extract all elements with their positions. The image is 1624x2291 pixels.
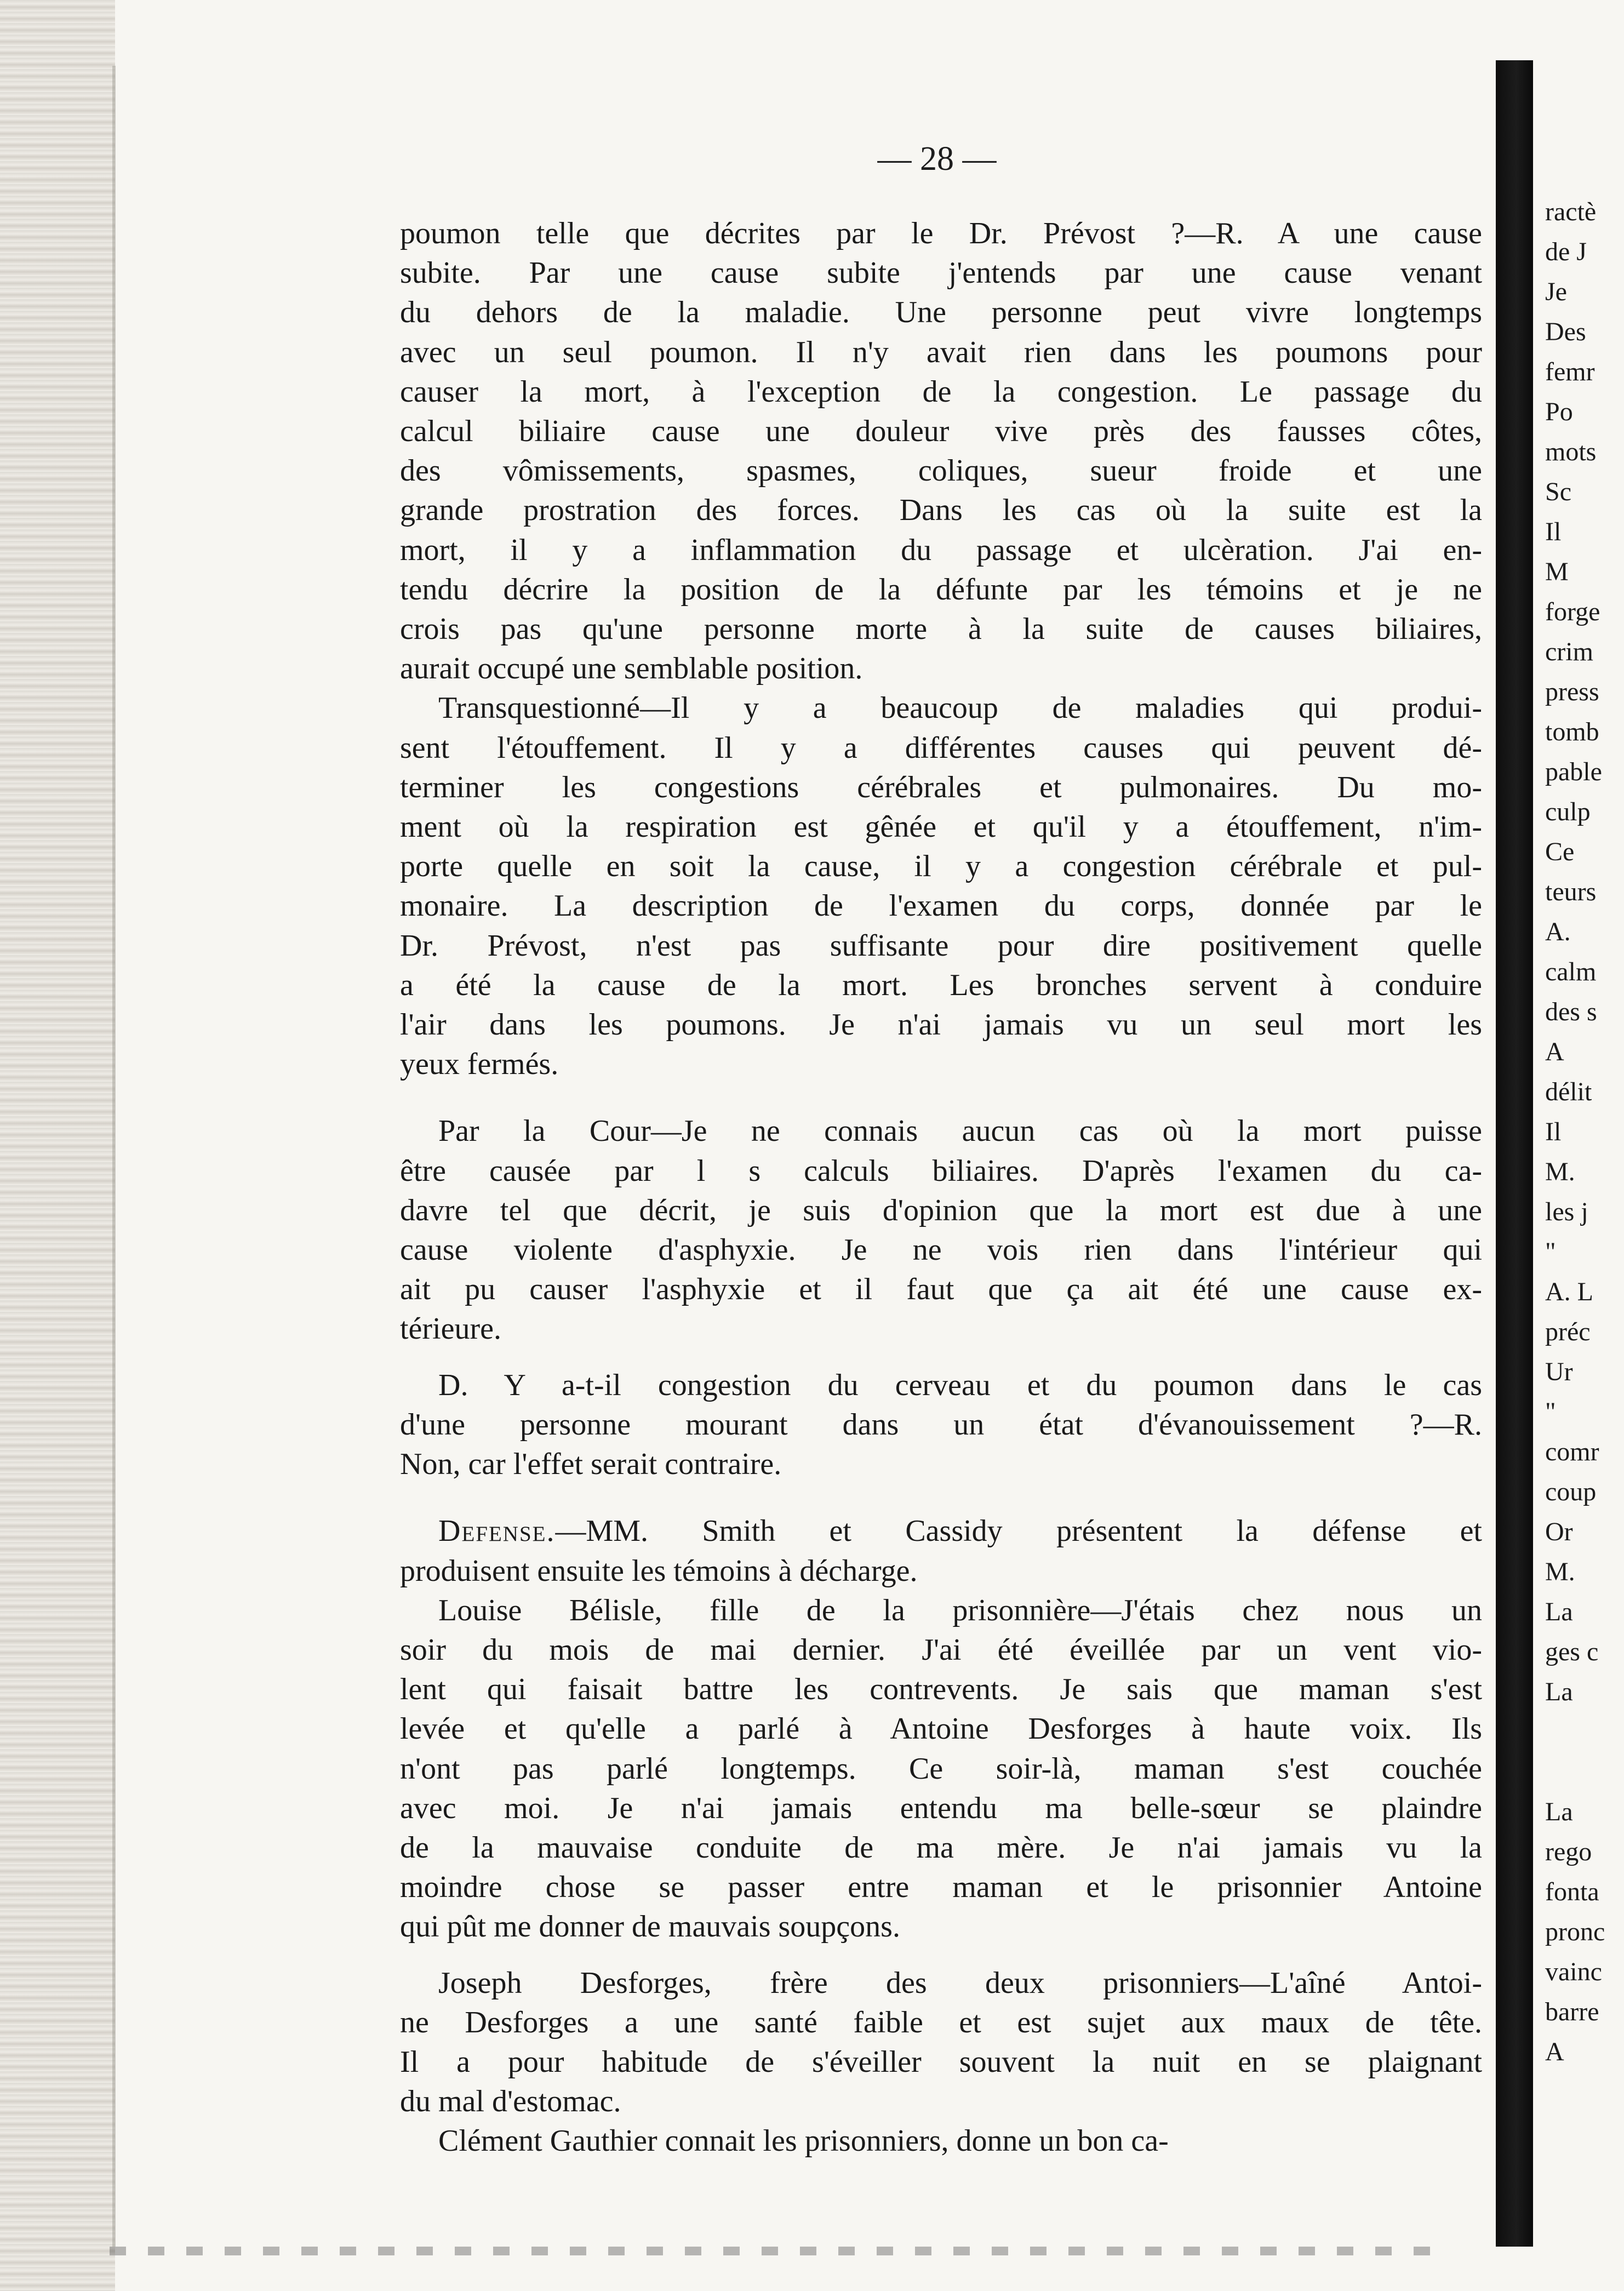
text-line: porte quelle en soit la cause, il y a congestion cérébrale et pul- xyxy=(400,849,1482,884)
text-line: n'ont pas parlé longtemps. Ce soir-là, maman s'est couchée xyxy=(400,1751,1482,1786)
text-line: Dr. Prévost, n'est pas suffisante pour dire positivement quelle xyxy=(400,928,1482,963)
facing-page-fragment: des s xyxy=(1545,997,1597,1026)
facing-page-fragment: Il xyxy=(1545,1117,1562,1146)
facing-page-fragment: A xyxy=(1545,2037,1564,2066)
text-line: calcul biliaire cause une douleur vive près des fausses côtes, xyxy=(400,414,1482,449)
text-line: Par la Cour—Je ne connais aucun cas où la mort puisse xyxy=(438,1114,1482,1149)
facing-page-fragment: La xyxy=(1545,1677,1573,1706)
text-line: de la mauvaise conduite de ma mère. Je n'ai jamais vu la xyxy=(400,1830,1482,1865)
facing-page-fragment: La xyxy=(1545,1597,1573,1626)
main-text-column xyxy=(400,214,1482,2219)
text-line: tendu décrire la position de la défunte par les témoins et je ne xyxy=(400,572,1482,607)
facing-page-fragment: barre xyxy=(1545,1997,1599,2026)
text-line: térieure. xyxy=(400,1312,501,1346)
gutter-rule xyxy=(112,66,116,2247)
text-line: crois pas qu'une personne morte à la suite de causes biliaires, xyxy=(400,612,1482,647)
facing-page-fragment: A xyxy=(1545,1037,1564,1066)
paragraph-gap xyxy=(400,1947,1482,1963)
text-line: Louise Bélisle, fille de la prisonnière—J'étais chez nous un xyxy=(438,1593,1482,1627)
facing-page-fragment: Des xyxy=(1545,317,1586,346)
facing-page-fragment: de J xyxy=(1545,237,1587,266)
text-line: davre tel que décrit, je suis d'opinion que la mort est due à une xyxy=(400,1193,1482,1227)
facing-page-fragment: Or xyxy=(1545,1517,1573,1546)
facing-page-fragment: M. xyxy=(1545,1157,1575,1186)
facing-page-fragment: La xyxy=(1545,1797,1573,1826)
text-line: moindre chose se passer entre maman et le prisonnier Antoine xyxy=(400,1870,1482,1905)
text-line: d'une personne mourant dans un état d'évanouissement ?—R. xyxy=(400,1407,1482,1442)
text-line: monaire. La description de l'examen du corps, donnée par le xyxy=(400,889,1482,923)
facing-page-fragment: teurs xyxy=(1545,877,1597,906)
page-number: — 28 — xyxy=(877,140,997,178)
text-line: Non, car l'effet serait contraire. xyxy=(400,1447,782,1482)
facing-page-fragment: les j xyxy=(1545,1197,1588,1226)
bottom-scan-artifacts xyxy=(110,2247,1452,2255)
text-line: être causée par l s calculs biliaires. D'après l'examen du ca- xyxy=(400,1153,1482,1188)
facing-page-fragment: Ce xyxy=(1545,837,1575,866)
text-line: ait pu causer l'asphyxie et il faut que ça ait été une cause ex- xyxy=(400,1272,1482,1307)
section-lead: Defense. xyxy=(438,1514,556,1549)
text-line: yeux fermés. xyxy=(400,1047,559,1082)
facing-page-fragment: vainc xyxy=(1545,1957,1602,1986)
facing-page-fragment: Ur xyxy=(1545,1357,1573,1386)
facing-page-fragment: press xyxy=(1545,677,1599,706)
facing-page-fragment xyxy=(1545,1752,1624,1792)
facing-page-fragment: fonta xyxy=(1545,1877,1599,1906)
facing-page-fragment: " xyxy=(1545,1237,1556,1266)
text-line: soir du mois de mai dernier. J'ai été éveillée par un vent vio- xyxy=(400,1632,1482,1667)
book-spine-shadow xyxy=(1496,60,1533,2247)
text-line: sent l'étouffement. Il y a différentes causes qui peuvent dé- xyxy=(400,730,1482,765)
facing-page-fragment: A. xyxy=(1545,917,1571,946)
text-line: levée et qu'elle a parlé à Antoine Desforges à haute voix. Ils xyxy=(400,1712,1482,1746)
facing-page-fragment: pable xyxy=(1545,757,1602,786)
text-line: Transquestionné—Il y a beaucoup de maladies qui produi- xyxy=(438,691,1482,725)
facing-page-fragment: Il xyxy=(1545,517,1562,546)
text-line: Il a pour habitude de s'éveiller souvent la nuit en se plaignant xyxy=(400,2044,1482,2079)
facing-page-fragment: Po xyxy=(1545,397,1573,426)
facing-page-fragment: ges c xyxy=(1545,1637,1599,1666)
facing-page-fragment: tomb xyxy=(1545,717,1599,746)
text-line: Clément Gauthier connait les prisonniers, donne un bon ca- xyxy=(438,2124,1169,2158)
facing-page-fragment: femr xyxy=(1545,357,1595,386)
facing-page-fragment: forge xyxy=(1545,597,1600,626)
facing-page-fragment: M xyxy=(1545,557,1569,586)
facing-page-fragment: ractè xyxy=(1545,197,1597,226)
text-line: lent qui faisait battre les contrevents. Je sais que maman s'est xyxy=(400,1672,1482,1707)
text-line: du mal d'estomac. xyxy=(400,2084,621,2119)
paragraph-gap xyxy=(400,1084,1482,1111)
text-line: aurait occupé une semblable position. xyxy=(400,652,863,686)
facing-page-fragment: crim xyxy=(1545,637,1593,666)
facing-page-fragment: pronc xyxy=(1545,1917,1605,1946)
text-line: produisent ensuite les témoins à décharge. xyxy=(400,1553,918,1588)
text-line: mort, il y a inflammation du passage et ulcèration. J'ai en- xyxy=(400,533,1482,567)
text-line: D. Y a-t-il congestion du cerveau et du poumon dans le cas xyxy=(438,1368,1482,1402)
facing-page-column xyxy=(1545,192,1624,2066)
text-line: causer la mort, à l'exception de la congestion. Le passage du xyxy=(400,374,1482,409)
text-line: a été la cause de la mort. Les bronches servent à conduire xyxy=(400,968,1482,1002)
facing-page-fragment: M. xyxy=(1545,1557,1575,1586)
facing-page-fragment: A. L xyxy=(1545,1277,1593,1306)
facing-page-fragment: coup xyxy=(1545,1477,1597,1506)
facing-page-fragment: Je xyxy=(1545,277,1567,306)
text-line: l'air dans les poumons. Je n'ai jamais vu un seul mort les xyxy=(400,1008,1482,1042)
facing-page-fragment: préc xyxy=(1545,1317,1591,1346)
text-line: ment où la respiration est gênée et qu'il y a étouffement, n'im- xyxy=(400,810,1482,844)
text-line: grande prostration des forces. Dans les cas où la suite est la xyxy=(400,493,1482,528)
text-line: subite. Par une cause subite j'entends par une cause venant xyxy=(400,256,1482,290)
text-line: du dehors de la maladie. Une personne peut vivre longtemps xyxy=(400,295,1482,330)
facing-page-fragment xyxy=(1545,1712,1624,1752)
text-line: terminer les congestions cérébrales et pulmonaires. Du mo- xyxy=(400,770,1482,804)
paragraph-gap xyxy=(400,1484,1482,1511)
text-line: ne Desforges a une santé faible et est sujet aux maux de tête. xyxy=(400,2005,1482,2039)
facing-page-fragment: " xyxy=(1545,1397,1556,1426)
facing-page-fragment: mots xyxy=(1545,437,1597,466)
facing-page-fragment: culp xyxy=(1545,797,1591,826)
facing-page-fragment: comr xyxy=(1545,1437,1599,1466)
section-lead-text: —MM. Smith et Cassidy présentent la défense et xyxy=(555,1514,1482,1549)
facing-page-fragment: Sc xyxy=(1545,477,1571,506)
page-gutter-left xyxy=(0,0,115,2291)
text-line: cause violente d'asphyxie. Je ne vois rien dans l'intérieur qui xyxy=(400,1233,1482,1267)
facing-page-fragment: rego xyxy=(1545,1837,1592,1866)
text-line: avec moi. Je n'ai jamais entendu ma belle-sœur se plaindre xyxy=(400,1791,1482,1825)
text-line: poumon telle que décrites par le Dr. Prévost ?—R. A une cause xyxy=(400,216,1482,250)
facing-page-fragment: délit xyxy=(1545,1077,1592,1106)
text-line: des vômissements, spasmes, coliques, sueur froide et une xyxy=(400,454,1482,488)
text-line xyxy=(400,1511,1482,1551)
text-line: qui pût me donner de mauvais soupçons. xyxy=(400,1910,900,1944)
text-line: avec un seul poumon. Il n'y avait rien dans les poumons pour xyxy=(400,335,1482,369)
text-line: Joseph Desforges, frère des deux prisonniers—L'aîné Antoi- xyxy=(438,1966,1482,2000)
facing-page-fragment: calm xyxy=(1545,957,1597,986)
paragraph-gap xyxy=(400,1349,1482,1366)
